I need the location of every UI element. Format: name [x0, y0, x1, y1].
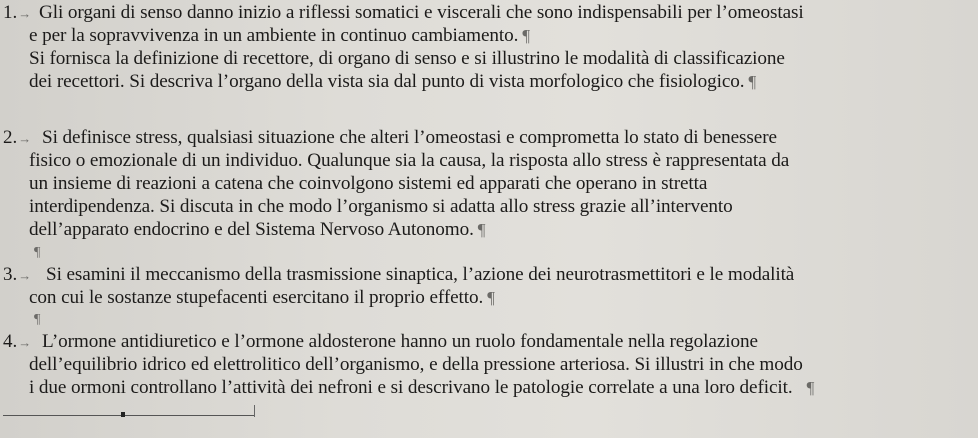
- tab-arrow-mark: →: [18, 335, 32, 350]
- question-number: 2.→: [3, 127, 32, 148]
- question-line: dei recettori. Si descriva l’organo della vista sia dal punto di vista morfologico che fisiologico. ¶: [29, 71, 757, 92]
- pilcrow-mark: ¶: [806, 378, 815, 397]
- pilcrow-mark: ¶: [748, 72, 757, 91]
- column-marker: [254, 405, 255, 417]
- question-line: dell’equilibrio idrico ed elettrolitico dell’organismo, e della pressione arteriosa. Si illustri in che modo: [29, 354, 803, 375]
- question-number: 1.→: [3, 2, 32, 23]
- tab-arrow-mark: →: [18, 131, 32, 146]
- pilcrow-mark: ¶: [487, 288, 495, 307]
- tab-arrow-mark: →: [18, 6, 32, 21]
- question-line: Gli organi di senso danno inizio a riflessi somatici e viscerali che sono indispensabili per l’omeostasi: [39, 2, 804, 23]
- section-break-marker: [121, 412, 125, 417]
- question-line: i due ormoni controllano l’attività dei nefroni e si descrivano le patologie correlate a una loro deficit. ¶: [29, 377, 815, 398]
- question-line: un insieme di reazioni a catena che coinvolgono sistemi ed apparati che operano in stretta: [29, 173, 708, 194]
- question-number: 4.→: [3, 331, 32, 352]
- question-line: con cui le sostanze stupefacenti esercitano il proprio effetto. ¶: [29, 287, 495, 308]
- question-line: L’ormone antidiuretico e l’ormone aldosterone hanno un ruolo fondamentale nella regolazione: [42, 331, 758, 352]
- pilcrow-mark: ¶: [477, 220, 486, 239]
- question-line: interdipendenza. Si discuta in che modo l’organismo si adatta allo stress grazie all’intervento: [29, 196, 733, 217]
- footnote-separator-line: [3, 415, 255, 416]
- empty-paragraph-mark: ¶: [34, 245, 41, 260]
- question-line: Si esamini il meccanismo della trasmissione sinaptica, l’azione dei neurotrasmettitori e le modalità: [46, 264, 795, 285]
- question-line: e per la sopravvivenza in un ambiente in continuo cambiamento. ¶: [29, 25, 530, 46]
- question-line: fisico o emozionale di un individuo. Qualunque sia la causa, la risposta allo stress è rappresentata da: [29, 150, 790, 171]
- tab-arrow-mark: →: [18, 268, 32, 283]
- question-line: Si fornisca la definizione di recettore, di organo di senso e si illustrino le modalità di classificazione: [29, 48, 785, 69]
- empty-paragraph-mark: ¶: [34, 312, 41, 327]
- question-number: 3.→: [3, 264, 32, 285]
- question-line: dell’apparato endocrino e del Sistema Nervoso Autonomo. ¶: [29, 219, 486, 240]
- pilcrow-mark: ¶: [522, 26, 530, 45]
- question-line: Si definisce stress, qualsiasi situazione che alteri l’omeostasi e comprometta lo stato di benessere: [42, 127, 777, 148]
